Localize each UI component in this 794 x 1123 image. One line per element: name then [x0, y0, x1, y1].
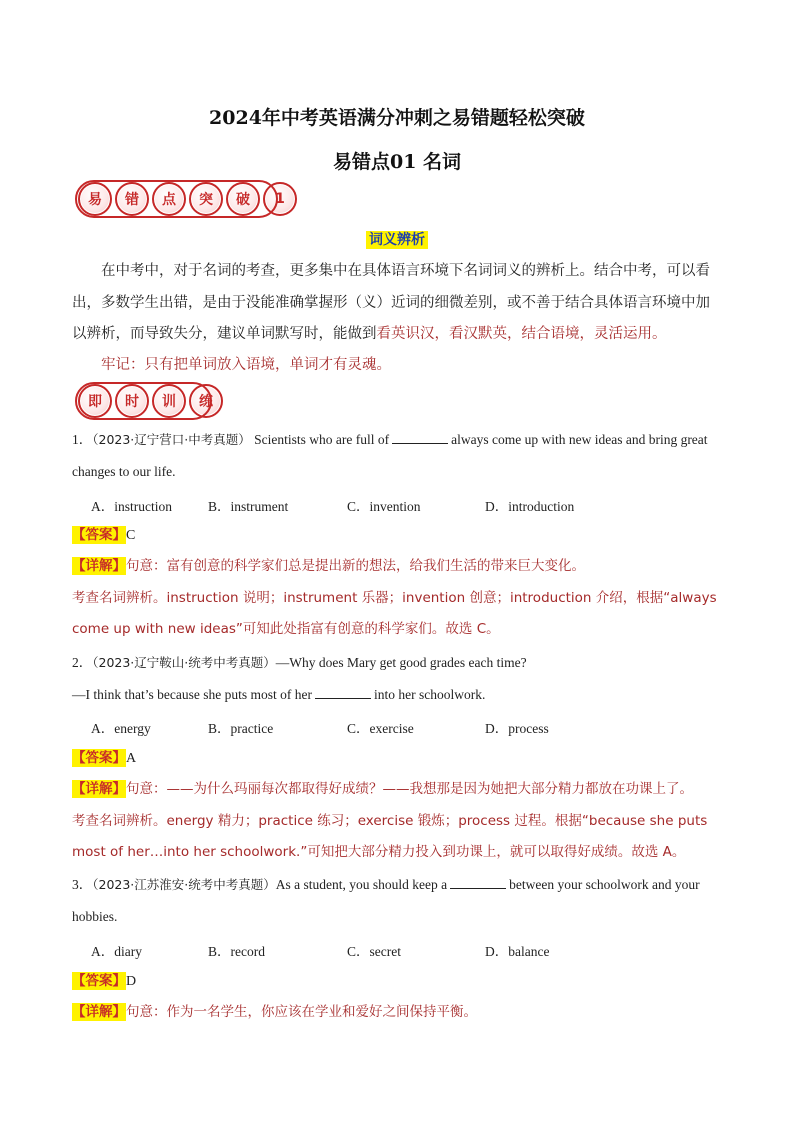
question-3 [72, 869, 732, 932]
option-b: B．record [208, 944, 265, 959]
question-text: into her schoolwork. [373, 686, 486, 702]
answer-blank [315, 686, 371, 699]
question-text: —Why does Mary get good grades each time? [275, 655, 527, 670]
banner-char: 1 [263, 182, 297, 216]
banner-char: 破 [226, 182, 260, 216]
banner-char: 点 [152, 182, 186, 216]
answer-value: A [126, 751, 137, 766]
question-text: As a student, you should keep a [275, 877, 448, 892]
option-c: C．exercise [347, 721, 414, 736]
question-text: Scientists who are full of [254, 432, 390, 447]
banner-char: 时 [115, 384, 149, 418]
detail-sentence: 句意：作为一名学生，你应该在学业和爱好之间保持平衡。 [126, 1004, 477, 1020]
banner-char: 练 [189, 384, 223, 418]
detail-analysis: 考查名词辨析。energy 精力；practice 练习；exercise 锻炼；process 过程。根据“because she puts most of her…into her schoolwork.”可知把大部分精力投入到功课上，就可以取得好成绩。故选 A。 [72, 812, 708, 860]
section-banner-error-points [78, 182, 300, 216]
answer-3 [72, 971, 136, 992]
answer-tag: 【答案】 [72, 973, 126, 989]
document-subtitle: 易错点01 名词 [332, 151, 462, 173]
banner-char: 即 [78, 384, 112, 418]
detail-1 [72, 551, 732, 646]
question-2 [72, 647, 732, 710]
question-source: （2023·辽宁营口·中考真题） [92, 432, 251, 447]
answer-value: C [126, 528, 136, 543]
intro-highlight: 看英识汉，看汉默英，结合语境，灵活运用。 [376, 326, 667, 342]
detail-tag: 【详解】 [72, 1004, 126, 1020]
answer-tag: 【答案】 [72, 527, 126, 543]
question-1 [72, 424, 732, 487]
banner-char: 错 [115, 182, 149, 216]
banner-char: 易 [78, 182, 112, 216]
answer-blank [450, 876, 506, 889]
answer-blank [392, 431, 448, 444]
option-c: C．invention [347, 499, 421, 514]
detail-tag: 【详解】 [72, 781, 126, 797]
banner-char: 训 [152, 384, 186, 418]
option-c: C．secret [347, 944, 401, 959]
detail-sentence: 句意：富有创意的科学家们总是提出新的想法，给我们生活的带来巨大变化。 [126, 558, 585, 574]
question-number: 3． [72, 877, 93, 892]
option-d: D．introduction [485, 499, 575, 514]
intro-paragraph [72, 256, 722, 351]
option-a: A．diary [91, 944, 142, 959]
answer-1 [72, 525, 135, 546]
detail-sentence: 句意：——为什么玛丽每次都取得好成绩？——我想那是因为她把大部分精力都放在功课上了。 [126, 781, 693, 797]
answer-tag: 【答案】 [72, 750, 126, 766]
answer-value: D [126, 974, 137, 989]
intro-text: 在中考中，对于名词的考查，更多集中在具体语言环境下名词词义的辨析上。结合中考，可以看出，多数学生出错，是由于没能准确掌握形（义）近词的细微差别，或不善于结合具体语言环境中加以辨析，而导致失分，建议单词默写时，能做到 [72, 263, 710, 342]
banner-char: 突 [189, 182, 223, 216]
option-a: A．energy [91, 721, 151, 736]
question-text: always come up with new ideas and bring great changes to our life. [72, 432, 708, 479]
question-text: between your schoolwork and your hobbies. [72, 877, 700, 924]
section-banner-practice [78, 384, 226, 418]
option-b: B．instrument [208, 499, 289, 514]
section-label [0, 229, 794, 249]
document-title: 2024年中考英语满分冲刺之易错题轻松突破 [209, 107, 585, 129]
detail-tag: 【详解】 [72, 558, 126, 574]
option-a: A．instruction [91, 499, 172, 514]
option-d: D．process [485, 721, 549, 736]
option-b: B．practice [208, 721, 274, 736]
question-source: （2023·辽宁鞍山·统考中考真题） [92, 655, 276, 670]
answer-2 [72, 748, 136, 769]
question-source: （2023·江苏淮安·统考中考真题） [92, 877, 276, 892]
section-label-text: 词义辨析 [366, 231, 428, 249]
detail-2 [72, 774, 732, 869]
question-number: 1． [72, 432, 93, 447]
memo-line: 牢记：只有把单词放入语境，单词才有灵魂。 [101, 357, 391, 373]
question-number: 2． [72, 655, 93, 670]
detail-analysis: 考查名词辨析。instruction 说明；instrument 乐器；invention 创意；introduction 介绍，根据“always come up with new ideas”可知此处指富有创意的科学家们。故选 C。 [72, 589, 717, 637]
detail-3 [72, 997, 732, 1029]
option-d: D．balance [485, 944, 550, 959]
question-text: —I think that’s because she puts most of her [72, 686, 312, 702]
